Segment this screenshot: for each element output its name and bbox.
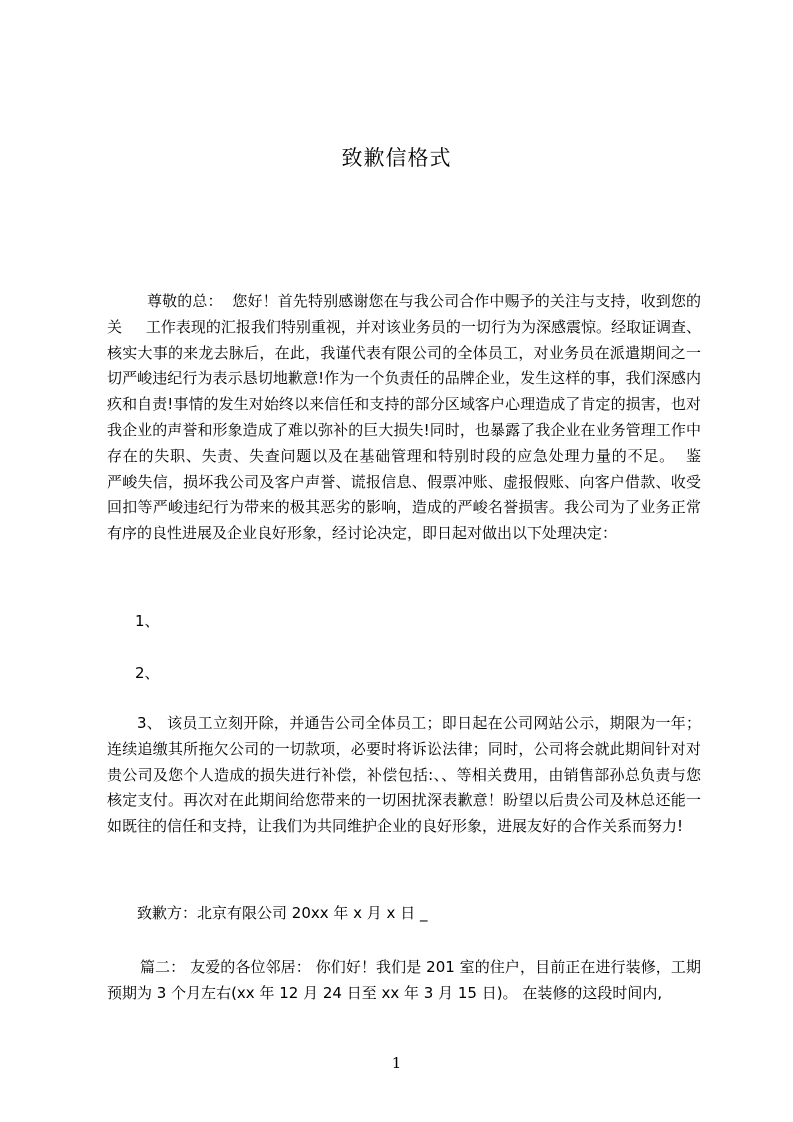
document-title: 致歉信格式 <box>341 146 452 170</box>
page-number: 1 <box>391 1054 402 1072</box>
paragraph-part-two: 篇二： 友爱的各位邻居： 你们好！我们是 201 室的住户，目前正在进行装修，工期预期为 3 个月左右(xx 年 12 月 24 日至 xx 年 3 月 15 日)。 在装修的这段时间内, <box>107 958 701 1002</box>
list-item-2: 2、 <box>135 664 160 682</box>
paragraph-item-3: 3、 该员工立刻开除，并通告公司全体员工；即日起在公司网站公示，期限为一年；连续追缴其所拖欠公司的一切款项，必要时将诉讼法律；同时，公司将会就此期间针对对贵公司及您个人造成的损失进行补偿，补偿包括:、、等相关费用，由销售部孙总负责与您核定支付。再次对在此期间给您带来的一切困扰深表歉意！盼望以后贵公司及林总还能一如既往的信任和支持，让我们为共同维护企业的良好形象，进展友好的合作关系而努力! <box>107 714 701 836</box>
signature-line: 致歉方：北京有限公司 20xx 年 x 月 x 日 _ <box>137 904 428 922</box>
list-item-1: 1、 <box>135 612 160 630</box>
paragraph-apology-body: 尊敬的总： 您好！首先特别感谢您在与我公司合作中赐予的关注与支持，收到您的关 工作表现的汇报我们特别重视，并对该业务员的一切行为为深感震惊。经取证调查、核实大事的来龙去脉后，在此，我谨代表有限公司的全体员工，对业务员在派遣期间之一切严峻违纪行为表示恳切地歉意!作为一个负责任的品牌企业，发生这样的事，我们深感内疚和自责!事情的发生对始终以来信任和支持的部分区域客户心理造成了肯定的损害，也对我企业的声誉和形象造成了难以弥补的巨大损失!同时，也暴露了我企业在业务管理工作中存在的失职、失责、失查问题以及在基础管理和特别时段的应急处理力量的不足。 鉴 严峻失信，损坏我公司及客户声誉、谎报信息、假票冲账、虚报假账、向客户借款、收受回扣等严峻违纪行为带来的极其恶劣的影响，造成的严峻名誉损害。我公司为了业务正常有序的良性进展及企业良好形象，经讨论决定，即日起对做出以下处理决定： <box>107 292 730 543</box>
